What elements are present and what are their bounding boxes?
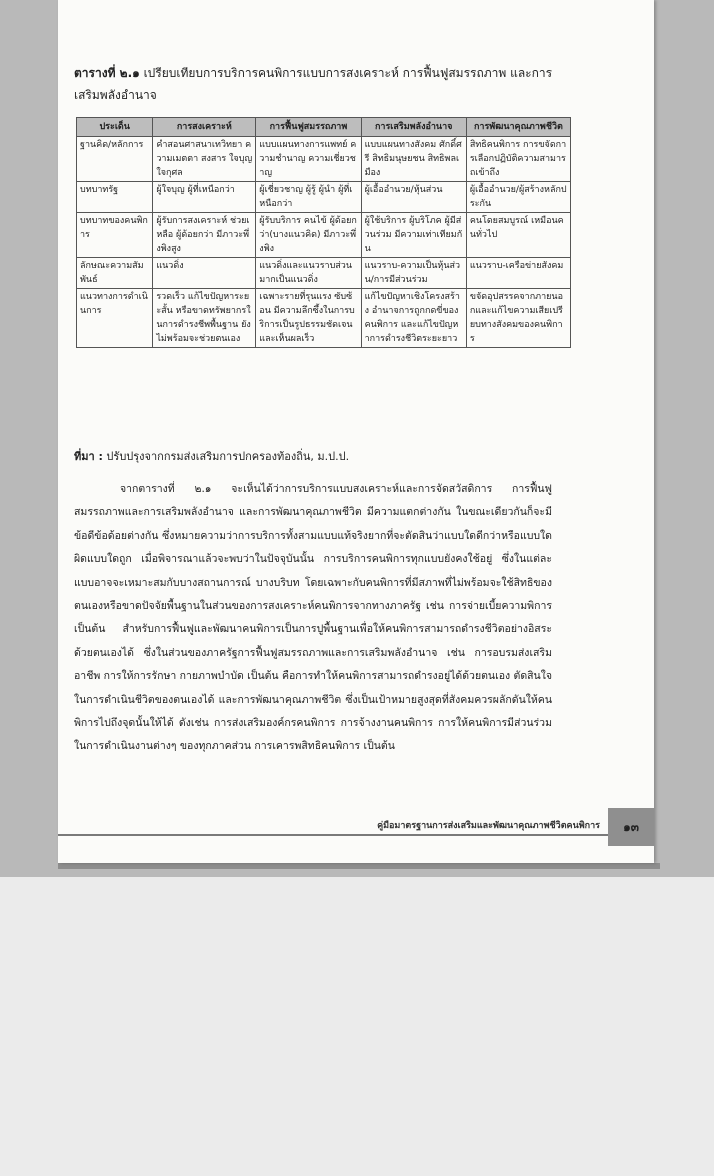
table-row (77, 213, 571, 258)
table-caption (74, 62, 554, 106)
table-caption-label: ตารางที่ ๒.๑ (74, 66, 140, 80)
page-shadow (58, 863, 660, 869)
table-cell: ผู้รับการสงเคราะห์ ช่วยเหลือ ผู้ด้อยกว่า มีภาวะพึ่งพิงสูง (153, 213, 256, 258)
table-cell: คำสอนศาสนาเทวิทยา ความเมตตา สงสาร ใจบุญใจกุศล (153, 137, 256, 182)
table-cell: ขจัดอุปสรรคจากภายนอกและแก้ไขความเสียเปรียบทางสังคมของคนพิการ (466, 289, 570, 348)
table-cell: แนวราบ-เครือข่ายสังคม (466, 258, 570, 289)
table-cell: แนวดิ่ง (153, 258, 256, 289)
table-cell: เฉพาะรายที่รุนแรง ซับซ้อน มีความลึกซึ้งในการบริการเป็นรูปธรรมชัดเจน และเห็นผลเร็ว (256, 289, 361, 348)
comparison-table (76, 117, 571, 348)
table-header-row (77, 118, 571, 137)
table-row (77, 289, 571, 348)
table-row (77, 182, 571, 213)
header-rehabilitation: การฟื้นฟูสมรรถภาพ (256, 118, 361, 137)
body-paragraph-container (74, 478, 552, 759)
header-welfare: การสงเคราะห์ (153, 118, 256, 137)
header-issue: ประเด็น (77, 118, 153, 137)
footer-book-title: คู่มือมาตรฐานการส่งเสริมและพัฒนาคุณภาพชีวิตคนพิการ (377, 821, 600, 831)
table-cell: สิทธิคนพิการ การขจัดการเลือกปฏิบัติความสามารถเข้าถึง (466, 137, 570, 182)
table-caption-text: เปรียบเทียบการบริการคนพิการแบบการสงเคราะห์ การฟื้นฟูสมรรถภาพ และการเสริมพลังอำนาจ (74, 66, 553, 102)
table-cell: บทบาทรัฐ (77, 182, 153, 213)
table-cell: ผู้เอื้ออำนวย/หุ้นส่วน (361, 182, 466, 213)
table-cell: คนโดยสมบูรณ์ เหมือนคนทั่วไป (466, 213, 570, 258)
page-number: ๑๓ (623, 819, 639, 834)
source-text: ปรับปรุงจากกรมส่งเสริมการปกครองท้องถิ่น, ม.ป.ป. (106, 450, 350, 463)
table-cell: รวดเร็ว แก้ไขปัญหาระยะสั้น หรือขาดทรัพยากรในการดำรงชีพพื้นฐาน ยังไม่พร้อมจะช่วยตนเอง (153, 289, 256, 348)
table-cell: แนวทางการดำเนินการ (77, 289, 153, 348)
table-cell: ผู้รับบริการ คนไข้ ผู้ด้อยกว่า(บางแนวคิด) มีภาวะพึ่งพิง (256, 213, 361, 258)
header-empowerment: การเสริมพลังอำนาจ (361, 118, 466, 137)
page-number-badge (608, 808, 654, 846)
table-cell: แบบแผนทางสังคม ศักดิ์ศรี สิทธิมนุษยชน สิทธิพลเมือง (361, 137, 466, 182)
table-cell: แนวดิ่งและแนวราบส่วนมากเป็นแนวดิ่ง (256, 258, 361, 289)
table-cell: ผู้เชี่ยวชาญ ผู้รู้ ผู้นำ ผู้ที่เหนือกว่า (256, 182, 361, 213)
table-source-note (74, 448, 554, 466)
source-label: ที่มา : (74, 450, 103, 463)
table-cell: แบบแผนทางการแพทย์ ความชำนาญ ความเชี่ยวชาญ (256, 137, 361, 182)
footer-divider (58, 834, 608, 836)
body-paragraph: จากตารางที่ ๒.๑ จะเห็นได้ว่าการบริการแบบสงเคราะห์และการจัดสวัสดิการ การฟื้นฟูสมรรถภาพและการเสริมพลังอำนาจ และการพัฒนาคุณภาพชีวิต มีความแตกต่างกัน ในขณะเดียวกันก็จะมีข้อดีข้อด้อยต่างกัน ซึ่งหมายความว่าการบริการทั้งสามแบบแท้จริงยากที่จะตัดสินว่าแบบใดดีกว่าหรือแบบใดผิดแบบใดถูก เมื่อพิจารณาแล้วจะพบว่าในปัจจุบันนั้น การบริการคนพิการทุกแบบยังคงใช้อยู่ ซึ่งในแต่ละแบบอาจจะเหมาะสมกับบางสถานการณ์ บางบริบท โดยเฉพาะกับคนพิการที่มีสภาพที่ไม่พร้อมจะใช้สิทธิของตนเองหรือขาดปัจจัยพื้นฐานในส่วนของการสงเคราะห์คนพิการจากทางภาครัฐ เช่น การจ่ายเบี้ยความพิการ เป็นต้น สำหรับการฟื้นฟูและพัฒนาคนพิการเป็นการปูพื้นฐานเพื่อให้คนพิการสามารถดำรงชีวิตอย่างอิสระด้วยตนเองได้ ซึ่งในส่วนของภาครัฐการฟื้นฟูสมรรถภาพและการเสริมพลังอำนาจ เช่น การอบรมส่งเสริมอาชีพ การให้การรักษา กายภาพบำบัด เป็นต้น คือการทำให้คนพิการสามารถดำรงอยู่ได้ด้วยตนเอง ตัดสินใจในการดำเนินชีวิตของตนเองได้ และการพัฒนาคุณภาพชีวิต ซึ่งเป็นเป้าหมายสูงสุดที่สังคมควรผลักดันให้คนพิการไปถึงจุดนั้นให้ได้ ดังเช่น การส่งเสริมองค์กรคนพิการ การจ้างงานคนพิการ การให้คนพิการมีส่วนร่วมในการดำเนินงานต่างๆ ของทุกภาคส่วน การเคารพสิทธิคนพิการ เป็นต้น (74, 483, 552, 753)
table-cell: ผู้เอื้ออำนวย/ผู้สร้างหลักประกัน (466, 182, 570, 213)
header-quality-of-life: การพัฒนาคุณภาพชีวิต (466, 118, 570, 137)
table-cell: ฐานคิด/หลักการ (77, 137, 153, 182)
table-row (77, 137, 571, 182)
table-cell: ผู้ใจบุญ ผู้ที่เหนือกว่า (153, 182, 256, 213)
table-cell: ลักษณะความสัมพันธ์ (77, 258, 153, 289)
table-row (77, 258, 571, 289)
table-cell: แก้ไขปัญหาเชิงโครงสร้าง อำนาจการถูกกดขี่ของคนพิการ และแก้ไขปัญหาการดำรงชีวิตระยะยาว (361, 289, 466, 348)
table-cell: แนวราบ-ความเป็นหุ้นส่วน/การมีส่วนร่วม (361, 258, 466, 289)
table-cell: บทบาทของคนพิการ (77, 213, 153, 258)
table-cell: ผู้ใช้บริการ ผู้บริโภค ผู้มีส่วนร่วม มีความเท่าเทียมกัน (361, 213, 466, 258)
